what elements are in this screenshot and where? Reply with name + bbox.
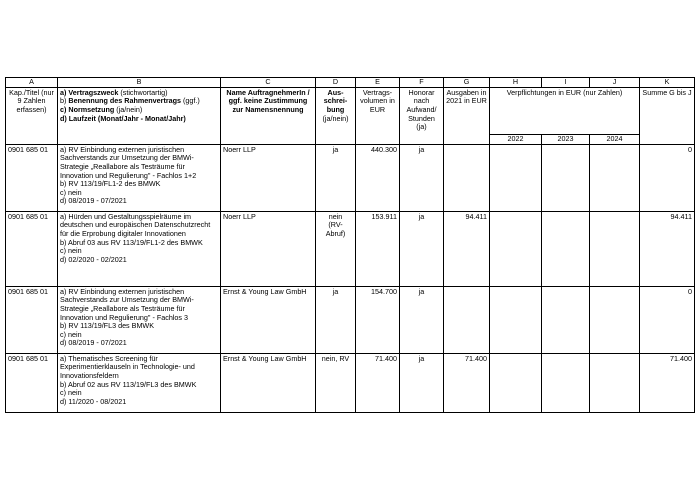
cell-summe: 94.411 (640, 211, 695, 286)
table-row (6, 286, 695, 353)
header-vertragszweck (58, 87, 221, 144)
header-row (6, 87, 695, 134)
cell-2023 (542, 211, 590, 286)
cell-honorar: ja (400, 353, 444, 412)
col-letter-j: J (590, 78, 640, 88)
cell-ausschreibung: nein, RV (316, 353, 356, 412)
cell-vertragszweck: a) Thematisches Screening für Experimentierklauseln in Technologie- und Innovationsfeldern b) Abruf 02 aus RV 113/19/FL3 des BMWK c) nein d) 11/2020 - 08/2021 (58, 353, 221, 412)
header-b-line-a: a) Vertragszweck (stichwortartig) (60, 87, 168, 97)
header-verpflichtungen: Verpflichtungen in EUR (nur Zahlen) (490, 87, 640, 134)
header-vertragsvolumen: Vertrags-volumen in EUR (356, 87, 400, 144)
cell-ausschreibung: ja (316, 286, 356, 353)
cell-summe: 0 (640, 286, 695, 353)
col-letter-f: F (400, 78, 444, 88)
cell-auftragnehmer: Noerr LLP (221, 144, 316, 211)
cell-ausschreibung: ja (316, 144, 356, 211)
col-letter-e: E (356, 78, 400, 88)
column-letter-row (6, 78, 695, 88)
header-kap-titel: Kap./Titel (nur 9 Zahlen erfassen) (6, 87, 58, 144)
header-ausschreibung: Aus-schrei-bung (ja/nein) (316, 87, 356, 144)
header-summe: Summe G bis J (640, 87, 695, 144)
header-auftragnehmer: Name AuftragnehmerIn / ggf. keine Zustimmung zur Namensnennung (221, 87, 316, 144)
cell-2023 (542, 144, 590, 211)
cell-kap-titel: 0901 685 01 (6, 286, 58, 353)
cell-2024 (590, 286, 640, 353)
cell-kap-titel: 0901 685 01 (6, 211, 58, 286)
cell-2024 (590, 353, 640, 412)
cell-2022 (490, 286, 542, 353)
cell-summe: 0 (640, 144, 695, 211)
cell-ausgaben-2021: 94.411 (444, 211, 490, 286)
cell-vertragszweck: a) RV Einbindung externen juristischen Sachverstands zur Umsetzung der BMWi-Strategie „Reallabore als Testräume für Innovation und Regulierung" - Fachlos 1+2 b) RV 113/19/FL1-2 des BMWK c) nein d) 08/2019 - 07/2021 (58, 144, 221, 211)
cell-ausgaben-2021: 71.400 (444, 353, 490, 412)
col-letter-d: D (316, 78, 356, 88)
col-letter-a: A (6, 78, 58, 88)
cell-vertragsvolumen: 71.400 (356, 353, 400, 412)
cell-honorar: ja (400, 286, 444, 353)
cell-vertragszweck: a) RV Einbindung externen juristischen Sachverstands zur Umsetzung der BMWi-Strategie „Reallabore als Testräume für Innovation und Regulierung" - Fachlos 3 b) RV 113/19/FL3 des BMWK c) nein d) 08/2019 - 07/2021 (58, 286, 221, 353)
cell-2024 (590, 211, 640, 286)
table-row (6, 353, 695, 412)
cell-2022 (490, 353, 542, 412)
cell-2022 (490, 144, 542, 211)
col-letter-g: G (444, 78, 490, 88)
cell-auftragnehmer: Noerr LLP (221, 211, 316, 286)
year-2022: 2022 (490, 134, 542, 144)
header-b-line-b: b) Benennung des Rahmenvertrags (ggf.) (60, 96, 200, 106)
cell-vertragsvolumen: 153.911 (356, 211, 400, 286)
cell-honorar: ja (400, 144, 444, 211)
year-2023: 2023 (542, 134, 590, 144)
table-row (6, 211, 695, 286)
header-honorar: Honorar nach Aufwand/ Stunden (ja) (400, 87, 444, 144)
year-2024: 2024 (590, 134, 640, 144)
cell-2022 (490, 211, 542, 286)
cell-2023 (542, 286, 590, 353)
cell-vertragszweck: a) Hürden und Gestaltungsspielräume im deutschen und europäischen Datenschutzrecht für die Erprobung digitaler Innovationen b) Abruf 03 aus RV 113/19/FL1-2 des BMWK c) nein d) 02/2020 - 02/2021 (58, 211, 221, 286)
header-b-line-c: c) Normsetzung (ja/nein) (60, 104, 143, 114)
col-letter-b: B (58, 78, 221, 88)
cell-2023 (542, 353, 590, 412)
header-b-line-d: d) Laufzeit (Monat/Jahr - Monat/Jahr) (60, 113, 186, 123)
cell-summe: 71.400 (640, 353, 695, 412)
table-row (6, 144, 695, 211)
contracts-table (5, 77, 695, 413)
col-letter-i: I (542, 78, 590, 88)
cell-auftragnehmer: Ernst & Young Law GmbH (221, 286, 316, 353)
cell-honorar: ja (400, 211, 444, 286)
cell-auftragnehmer: Ernst & Young Law GmbH (221, 353, 316, 412)
cell-ausgaben-2021 (444, 144, 490, 211)
cell-ausschreibung: nein (RV- Abruf) (316, 211, 356, 286)
cell-kap-titel: 0901 685 01 (6, 144, 58, 211)
col-letter-c: C (221, 78, 316, 88)
cell-ausgaben-2021 (444, 286, 490, 353)
col-letter-h: H (490, 78, 542, 88)
cell-2024 (590, 144, 640, 211)
col-letter-k: K (640, 78, 695, 88)
cell-vertragsvolumen: 440.300 (356, 144, 400, 211)
cell-kap-titel: 0901 685 01 (6, 353, 58, 412)
header-ausgaben-2021: Ausgaben in 2021 in EUR (444, 87, 490, 144)
cell-vertragsvolumen: 154.700 (356, 286, 400, 353)
